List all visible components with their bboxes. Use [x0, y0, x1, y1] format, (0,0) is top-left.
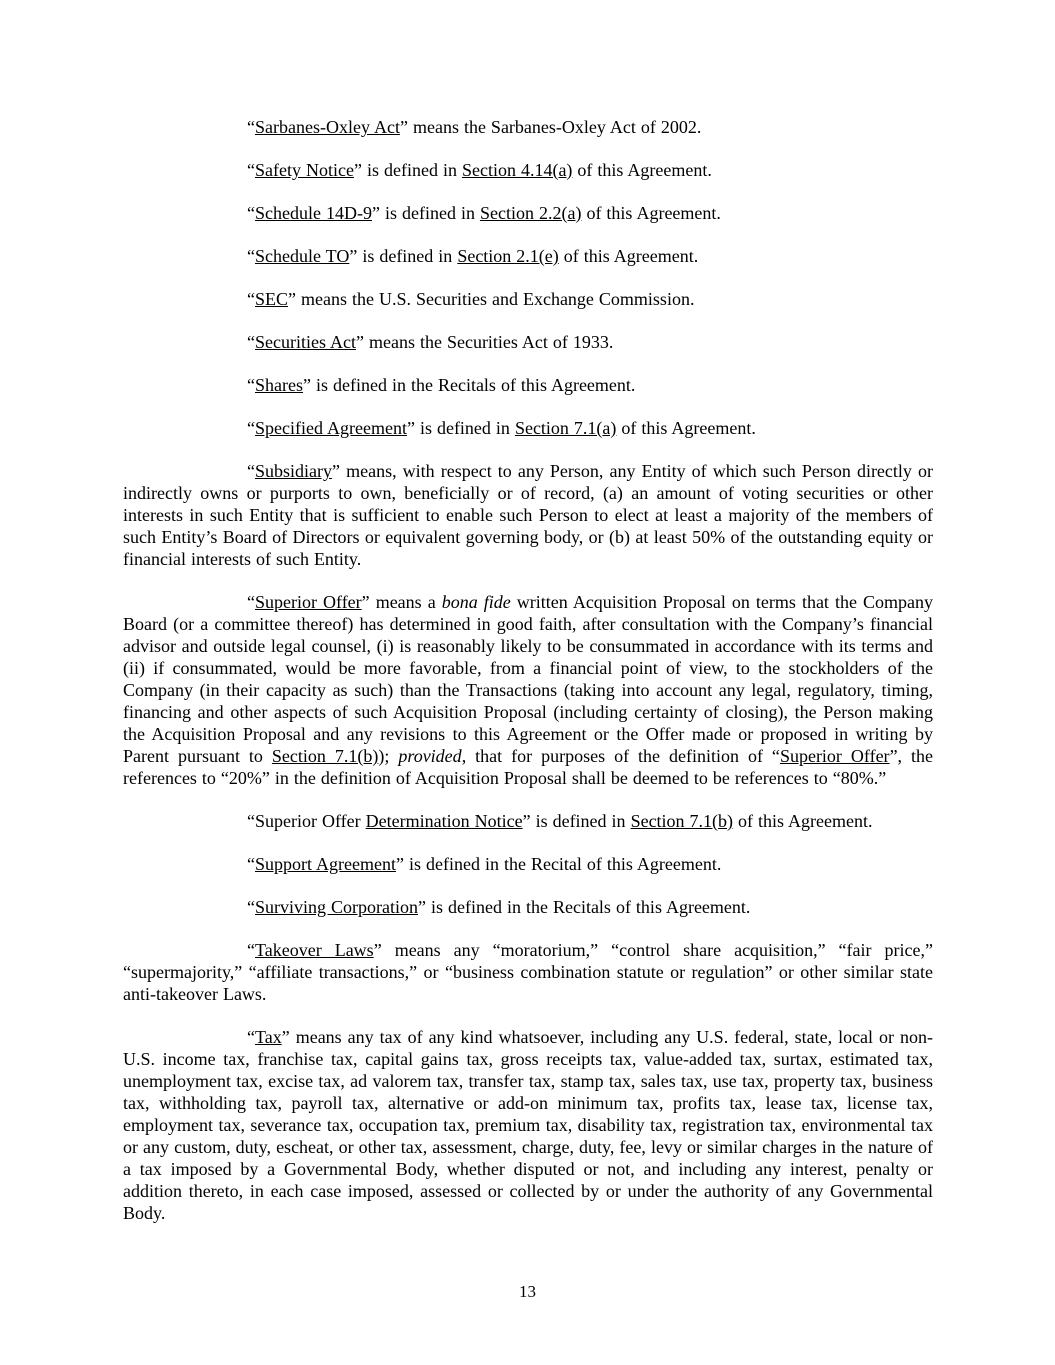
defined-term: Subsidiary — [255, 461, 333, 481]
text-run: “ — [247, 246, 255, 266]
text-run: “ — [247, 160, 255, 180]
text-run: “ — [247, 375, 255, 395]
defined-term: Schedule TO — [255, 246, 350, 266]
defined-term: Superior Offer — [255, 592, 362, 612]
text-run: “ — [247, 592, 255, 612]
text-run: ” means a — [361, 592, 442, 612]
paragraph — [123, 202, 933, 224]
paragraph — [123, 853, 933, 875]
text-run: written Acquisition Proposal on terms that the Company Board (or a committee thereof) has determined in good faith, after consultation with the Company’s financial advisor and outside legal counsel, (i) is reasonably likely to be consummated in accordance with its terms and (ii) if consummated, would be more favorable, from a financial point of view, to the stockholders of the Company (in their capacity as such) than the Transactions (taking into account any legal, regulatory, timing, financing and other aspects of such Acquisition Proposal (including certainty of closing), the Person making the Acquisition Proposal and any revisions to this Agreement or the Offer made or proposed in writing by Parent pursuant to — [123, 592, 933, 766]
text-run: ” means, with respect to any Person, any Entity of which such Person directly or indirectly owns or purports to own, beneficially or of record, (a) an amount of voting securities or other interests in such Entity that is sufficient to enable such Person to elect at least a majority of the members of such Entity’s Board of Directors or equivalent governing body, or (b) at least 50% of the outstanding equity or financial interests of such Entity. — [123, 461, 933, 569]
text-run: ” is defined in the Recital of this Agreement. — [395, 854, 722, 874]
text-run: ” means any “moratorium,” “control share acquisition,” “fair price,” “supermajority,” “affiliate transactions,” or “business combination statute or regulation” or other similar state anti-takeover Laws. — [123, 940, 933, 1004]
text-run: “ — [247, 461, 255, 481]
italic-text: provided — [398, 746, 462, 766]
paragraph — [123, 939, 933, 1005]
text-run: of this Agreement. — [581, 203, 721, 223]
text-run: ” is defined in — [353, 160, 462, 180]
defined-term: Section 7.1(b) — [630, 811, 734, 831]
defined-term: Tax — [255, 1027, 282, 1047]
text-run: “ — [247, 897, 255, 917]
text-run: ” is defined in — [349, 246, 458, 266]
paragraph — [123, 1026, 933, 1224]
text-run: “ — [247, 117, 255, 137]
defined-term: SEC — [255, 289, 289, 309]
text-run: of this Agreement. — [616, 418, 756, 438]
text-run: “Superior Offer — [247, 811, 366, 831]
paragraph — [123, 374, 933, 396]
text-run: “ — [247, 940, 255, 960]
text-run: of this Agreement. — [572, 160, 712, 180]
text-run: “ — [247, 854, 255, 874]
paragraph — [123, 331, 933, 353]
paragraph — [123, 245, 933, 267]
defined-term: Support Agreement — [255, 854, 396, 874]
text-run: ” is defined in — [522, 811, 631, 831]
text-run: ); — [378, 746, 399, 766]
document-body — [123, 116, 933, 1245]
text-run: ” is defined in — [406, 418, 515, 438]
paragraph — [123, 288, 933, 310]
paragraph — [123, 896, 933, 918]
defined-term: Determination Notice — [365, 811, 523, 831]
defined-term: Section 2.1(e) — [457, 246, 559, 266]
paragraph — [123, 116, 933, 138]
paragraph — [123, 591, 933, 789]
text-run: ” means the Securities Act of 1933. — [355, 332, 614, 352]
defined-term: Section 4.14(a) — [461, 160, 573, 180]
text-run: of this Agreement. — [733, 811, 873, 831]
defined-term: Section 7.1(b) — [271, 746, 379, 766]
paragraph — [123, 460, 933, 570]
defined-term: Superior Offer — [779, 746, 890, 766]
page-number: 13 — [519, 1282, 536, 1301]
text-run: “ — [247, 332, 255, 352]
text-run: “ — [247, 418, 255, 438]
italic-text: bona fide — [441, 592, 511, 612]
defined-term: Securities Act — [255, 332, 356, 352]
defined-term: Takeover Laws — [255, 940, 374, 960]
text-run: ”, the references to “20%” in the definition of Acquisition Proposal shall be deemed to be references to “80%.” — [123, 746, 934, 788]
defined-term: Schedule 14D-9 — [255, 203, 372, 223]
defined-term: Specified Agreement — [255, 418, 407, 438]
paragraph — [123, 159, 933, 181]
paragraph — [123, 417, 933, 439]
text-run: ” is defined in the Recitals of this Agreement. — [303, 375, 636, 395]
defined-term: Shares — [255, 375, 303, 395]
text-run: , that for purposes of the definition of “ — [461, 746, 780, 766]
defined-term: Safety Notice — [255, 160, 354, 180]
defined-term: Surviving Corporation — [255, 897, 418, 917]
paragraph — [123, 810, 933, 832]
text-run: “ — [247, 1027, 255, 1047]
text-run: ” means the Sarbanes-Oxley Act of 2002. — [399, 117, 702, 137]
defined-term: Section 7.1(a) — [514, 418, 617, 438]
text-run: “ — [247, 289, 255, 309]
defined-term: Sarbanes-Oxley Act — [255, 117, 400, 137]
text-run: “ — [247, 203, 255, 223]
text-run: ” is defined in — [371, 203, 480, 223]
text-run: of this Agreement. — [558, 246, 699, 266]
text-run: ” means any tax of any kind whatsoever, including any U.S. federal, state, local or non-U.S. income tax, franchise tax, capital gains tax, gross receipts tax, value-added tax, surtax, estimated tax, unemployment tax, excise tax, ad valorem tax, transfer tax, stamp tax, sales tax, use tax, property tax, business tax, withholding tax, payroll tax, alternative or add-on minimum tax, profits tax, lease tax, license tax, employment tax, severance tax, occupation tax, premium tax, disability tax, registration tax, environmental tax or any custom, duty, escheat, or other tax, assessment, charge, duty, fee, levy or similar charges in the nature of a tax imposed by a Governmental Body, whether disputed or not, and including any interest, penalty or addition thereto, in each case imposed, assessed or collected by or under the authority of any Governmental Body. — [123, 1027, 933, 1223]
text-run: ” is defined in the Recitals of this Agreement. — [418, 897, 751, 917]
defined-term: Section 2.2(a) — [479, 203, 582, 223]
text-run: ” means the U.S. Securities and Exchange Commission. — [288, 289, 695, 309]
